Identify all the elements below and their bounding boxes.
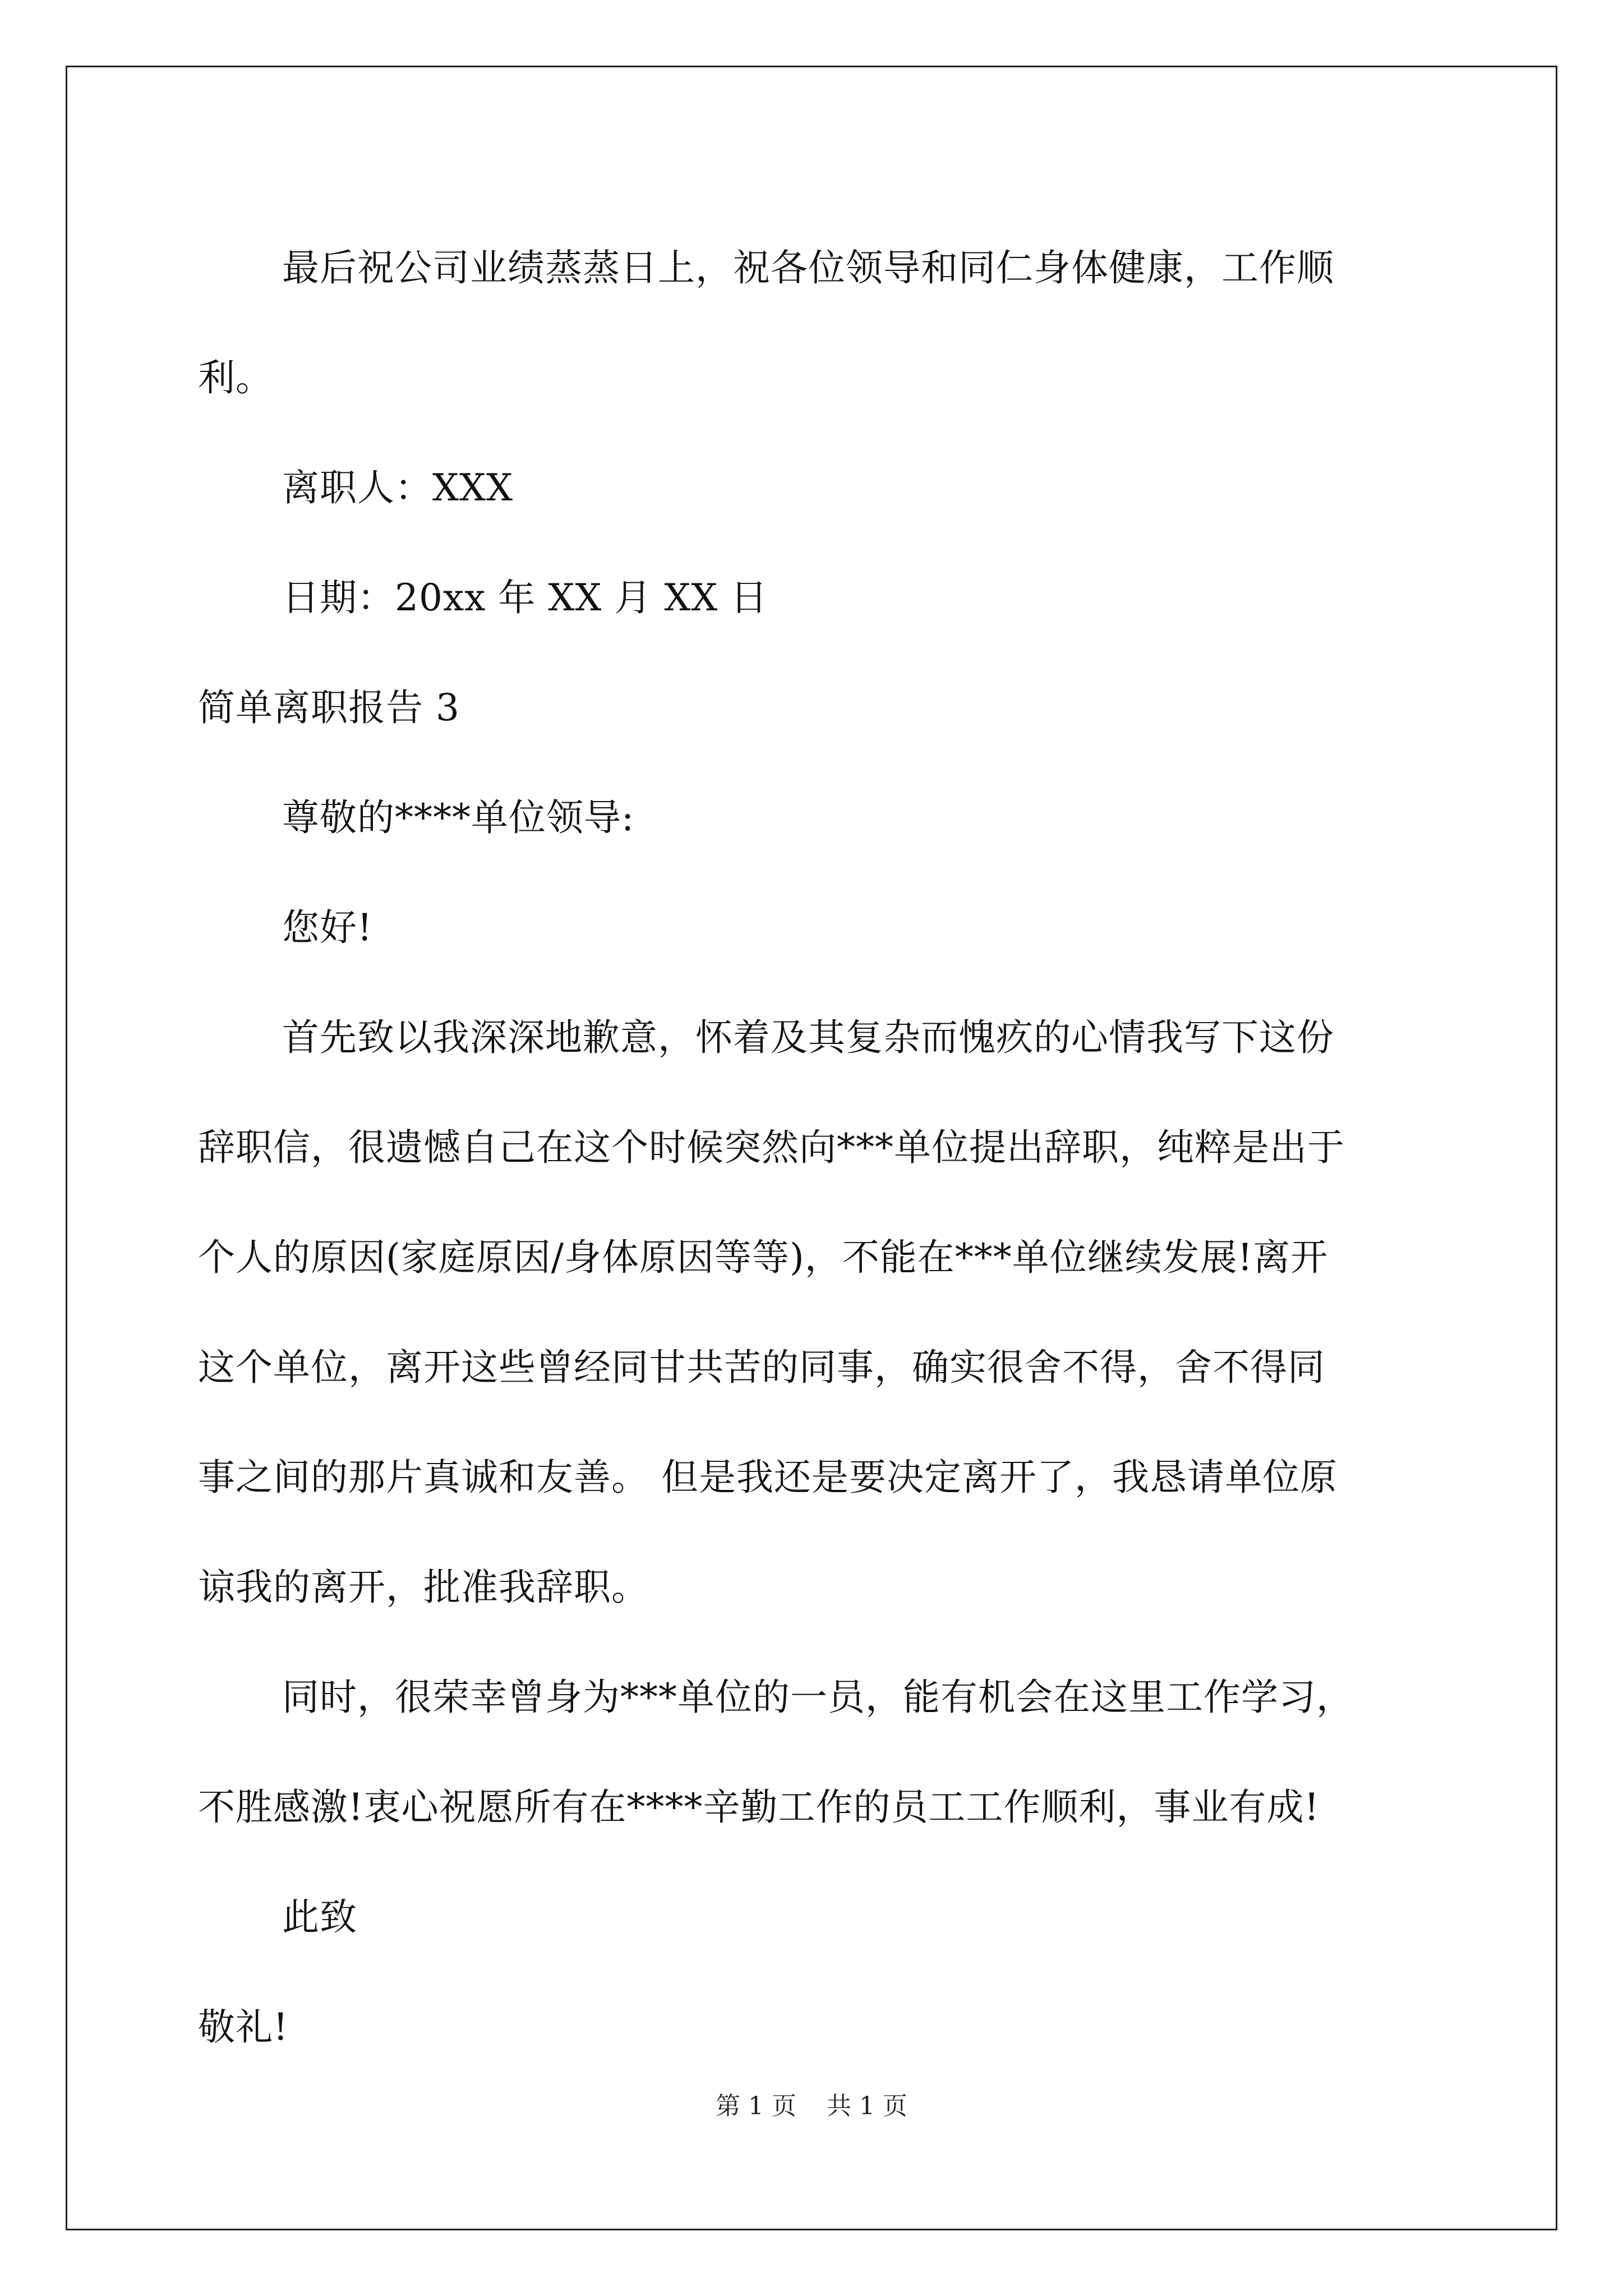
salutation: 尊敬的****单位领导: xyxy=(282,796,635,839)
closing-line: 此致 xyxy=(282,1895,357,1939)
text-line: 辞职信，很遗憾自己在这个时候突然向***单位提出辞职，纯粹是出于 xyxy=(198,1126,1345,1169)
text-line: 不胜感激!衷心祝愿所有在****辛勤工作的员工工作顺利，事业有成! xyxy=(198,1786,1320,1829)
closing-salute: 敬礼! xyxy=(198,2005,289,2049)
page-total: 共 1 页 xyxy=(827,2092,907,2120)
text-line: 谅我的离开，批准我辞职。 xyxy=(198,1566,649,1609)
resigner-line: 离职人：XXX xyxy=(282,466,513,509)
text-line: 这个单位，离开这些曾经同甘共苦的同事，确实很舍不得，舍不得同 xyxy=(198,1346,1325,1389)
text-line: 利。 xyxy=(198,356,273,399)
text-line: 同时，很荣幸曾身为***单位的一员，能有机会在这里工作学习， xyxy=(282,1676,1354,1719)
section-title: 简单离职报告 3 xyxy=(198,686,460,729)
date-line: 日期：20xx 年 XX 月 XX 日 xyxy=(282,576,768,619)
text-line: 事之间的那片真诚和友善。 但是我还是要决定离开了，我恳请单位原 xyxy=(198,1456,1338,1499)
page-footer xyxy=(0,2086,1623,2122)
text-line: 最后祝公司业绩蒸蒸日上，祝各位领导和同仁身体健康，工作顺 xyxy=(282,246,1334,289)
greeting: 您好! xyxy=(282,906,373,949)
page-number: 第 1 页 xyxy=(716,2092,796,2120)
text-line: 个人的原因(家庭原因/身体原因等等)，不能在***单位继续发展!离开 xyxy=(198,1236,1329,1279)
document-body xyxy=(198,213,1429,2082)
text-line: 首先致以我深深地歉意，怀着及其复杂而愧疚的心情我写下这份 xyxy=(282,1016,1334,1059)
